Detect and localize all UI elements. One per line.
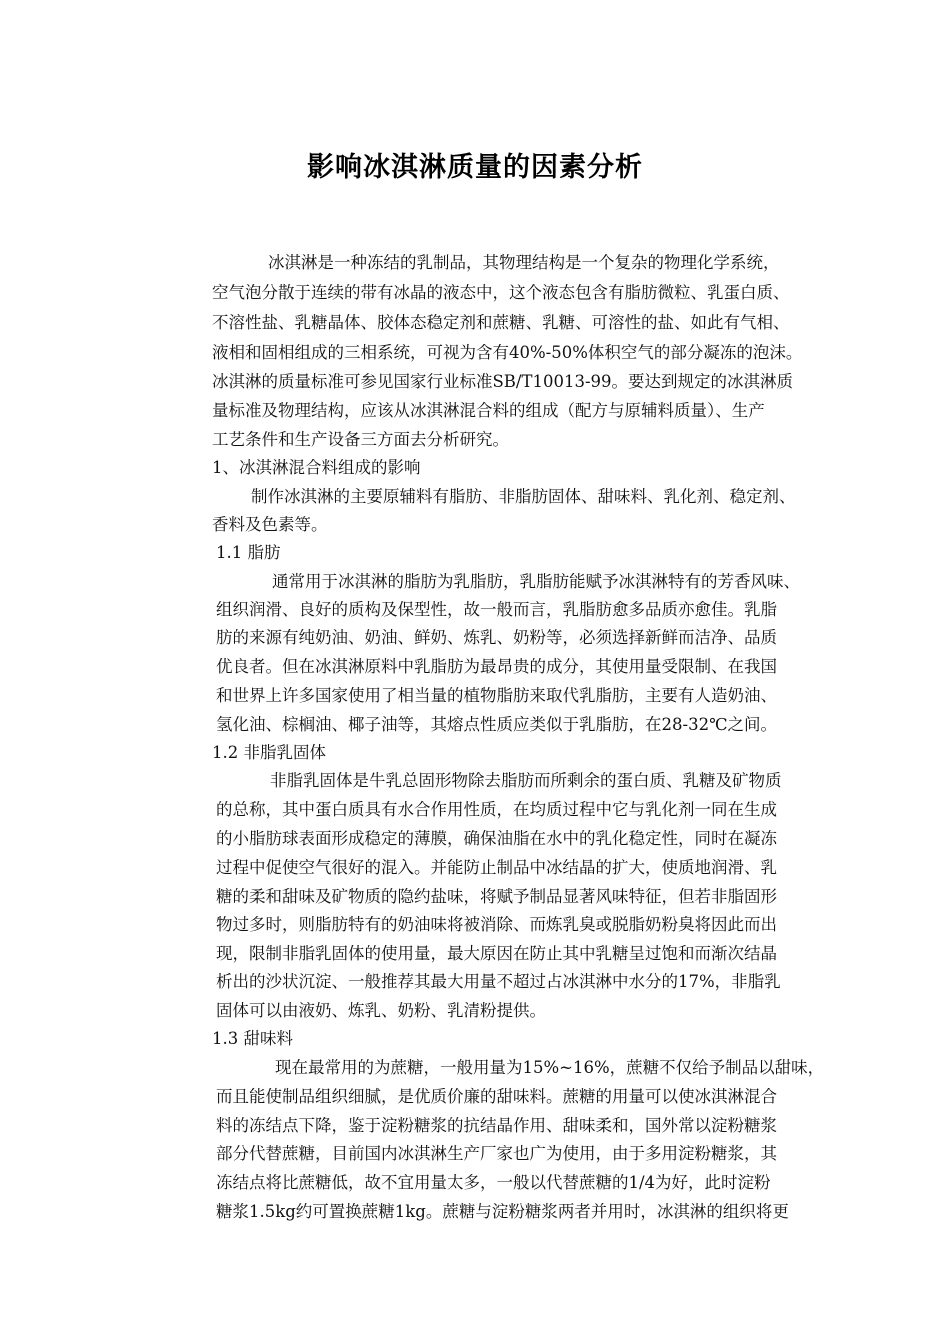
paragraph-line: 冻结点将比蔗糖低，故不宜用量太多，一般以代替蔗糖的1/4为好，此时淀粉 <box>216 1173 771 1192</box>
paragraph-line: 物过多时，则脂肪特有的奶油味将被消除、而炼乳臭或脱脂奶粉臭将因此而出 <box>216 915 777 934</box>
subsection-heading: 1.1 脂肪 <box>216 543 281 562</box>
paragraph-line: 量标准及物理结构，应该从冰淇淋混合料的组成（配方与原辅料质量）、生产 <box>212 401 765 420</box>
paragraph-line: 不溶性盐、乳糖晶体、胶体态稳定剂和蔗糖、乳糖、可溶性的盐、如此有气相、 <box>212 313 790 332</box>
paragraph-line: 部分代替蔗糖，目前国内冰淇淋生产厂家也广为使用，由于多用淀粉糖浆，其 <box>216 1144 777 1163</box>
paragraph-line: 和世界上许多国家使用了相当量的植物脂肪来取代乳脂肪，主要有人造奶油、 <box>216 686 777 705</box>
paragraph-line: 而且能使制品组织细腻，是优质价廉的甜味料。蔗糖的用量可以使冰淇淋混合 <box>216 1087 777 1106</box>
paragraph-line: 空气泡分散于连续的带有冰晶的液态中，这个液态包含有脂肪微粒、乳蛋白质、 <box>212 283 790 302</box>
paragraph-line: 固体可以由液奶、炼乳、奶粉、乳清粉提供。 <box>216 1001 546 1020</box>
paragraph-line: 氢化油、棕榈油、椰子油等，其熔点性质应类似于乳脂肪，在28-32℃之间。 <box>216 715 778 734</box>
paragraph-line: 工艺条件和生产设备三方面去分析研究。 <box>212 430 509 449</box>
paragraph-line: 析出的沙状沉淀、一般推荐其最大用量不超过占冰淇淋中水分的17%，非脂乳 <box>216 972 781 991</box>
paragraph-line: 肪的来源有纯奶油、奶油、鲜奶、炼乳、奶粉等，必须选择新鲜而洁净、品质 <box>216 628 777 647</box>
paragraph-line: 现，限制非脂乳固体的使用量，最大原因在防止其中乳糖呈过饱和而渐次结晶 <box>216 944 777 963</box>
paragraph-line: 制作冰淇淋的主要原辅料有脂肪、非脂肪固体、甜味料、乳化剂、稳定剂、 <box>251 487 796 506</box>
paragraph-line: 优良者。但在冰淇淋原料中乳脂肪为最昂贵的成分，其使用量受限制、在我国 <box>216 657 777 676</box>
paragraph-line: 液相和固相组成的三相系统，可视为含有40%-50%体积空气的部分凝冻的泡沫。 <box>212 343 803 362</box>
paragraph-line: 料的冻结点下降，鉴于淀粉糖浆的抗结晶作用、甜味柔和，国外常以淀粉糖浆 <box>216 1116 777 1135</box>
paragraph-line: 非脂乳固体是牛乳总固形物除去脂肪而所剩余的蛋白质、乳糖及矿物质 <box>270 771 782 790</box>
paragraph-line: 冰淇淋是一种冻结的乳制品，其物理结构是一个复杂的物理化学系统， <box>268 253 780 272</box>
paragraph-line: 过程中促使空气很好的混入。并能防止制品中冰结晶的扩大，使质地润滑、乳 <box>216 858 777 877</box>
paragraph-line: 香料及色素等。 <box>212 515 328 534</box>
paragraph-line: 现在最常用的为蔗糖，一般用量为15%~16%，蔗糖不仅给予制品以甜味， <box>275 1058 825 1077</box>
paragraph-line: 通常用于冰淇淋的脂肪为乳脂肪，乳脂肪能赋予冰淇淋特有的芳香风味、 <box>272 572 800 591</box>
subsection-heading: 1.2 非脂乳固体 <box>212 743 326 762</box>
paragraph-line: 冰淇淋的质量标准可参见国家行业标准SB/T10013-99。要达到规定的冰淇淋质 <box>212 372 794 391</box>
paragraph-line: 组织润滑、良好的质构及保型性，故一般而言，乳脂肪愈多品质亦愈佳。乳脂 <box>216 600 777 619</box>
paragraph-line: 的总称，其中蛋白质具有水合作用性质，在均质过程中它与乳化剂一同在生成 <box>216 800 777 819</box>
page-title: 影响冰淇淋质量的因素分析 <box>307 152 643 183</box>
paragraph-line: 的小脂肪球表面形成稳定的薄膜，确保油脂在水中的乳化稳定性，同时在凝冻 <box>216 829 777 848</box>
paragraph-line: 糖浆1.5kg约可置换蔗糖1kg。蔗糖与淀粉糖浆两者并用时，冰淇淋的组织将更 <box>216 1202 789 1221</box>
section-heading: 1、冰淇淋混合料组成的影响 <box>212 458 421 477</box>
subsection-heading: 1.3 甜味料 <box>212 1029 293 1048</box>
paragraph-line: 糖的柔和甜味及矿物质的隐约盐味，将赋予制品显著风味特征，但若非脂固形 <box>216 887 777 906</box>
